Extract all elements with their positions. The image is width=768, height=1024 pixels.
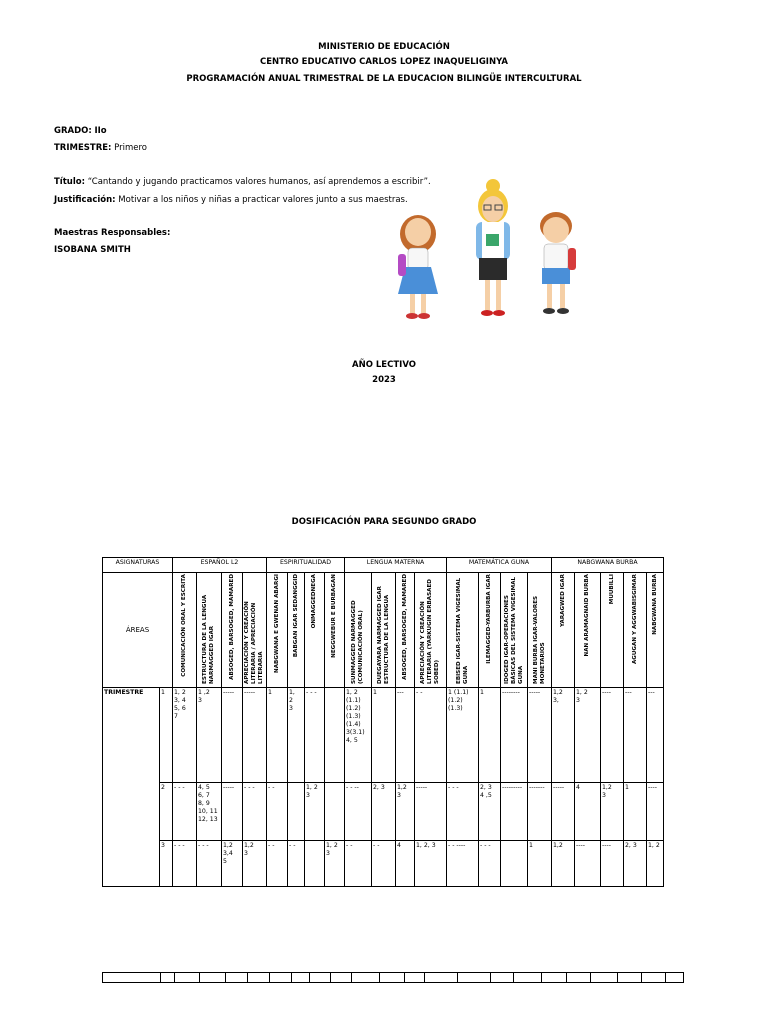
column-header [447,573,479,688]
column-header-label: ONMAGGEDNEGA [311,574,317,629]
table-cell: --- [624,688,647,783]
group-espanol: ESPAÑOL L2 [173,558,267,573]
anio-label: AÑO LECTIVO [352,360,416,370]
table-cell [288,783,305,841]
group-lengua-materna: LENGUA MATERNA [345,558,447,573]
empty-cell [103,973,161,983]
table-cell: 1, 2 (1.1) (1.2) (1.3) (1.4) 3(3.1) 4, 5 [345,688,372,783]
grado-value: IIo [94,126,107,136]
teacher-children-illustration [388,172,598,327]
boy-figure [540,212,576,314]
trimestre-number: 3 [160,841,173,887]
column-header-label: MANI BURBA IGAR-VALORES MONETARIOS [532,595,546,684]
justificacion-value: Motivar a los niños y niñas a practicar valores junto a sus maestras. [118,195,408,205]
column-header [267,573,288,688]
table-title: DOSIFICACIÓN PARA SEGUNDO GRADO [291,517,477,527]
girl-figure [398,215,438,319]
anio-value: 2023 [372,375,396,385]
table-cell: - - [288,841,305,887]
dosificacion-table [102,557,664,887]
titulo-value: “Cantando y jugando practicamos valores humanos, así aprendemos a escribir”. [87,177,431,187]
column-header [372,573,396,688]
table-cell: - - - [197,841,222,887]
header-school: CENTRO EDUCATIVO CARLOS LOPEZ INAQUELIGINYA [259,57,508,67]
table-cell: - - - [447,783,479,841]
column-header-label: ESTRUCTURA DE LA LENGUA NARMAGGED IGAR [202,594,215,684]
trimestre-header: TRIMESTRE [103,688,160,887]
empty-cell [405,973,425,983]
table-cell: 1, 2 3 [325,841,345,887]
column-header-label: APRECIACIÓN Y CREACIÓN LITERARIA / APRECIACIÓN LITERARIA [244,601,264,684]
trimestre-label: TRIMESTRE: [54,143,112,153]
column-header-label: MUUBILLI [608,574,615,605]
justificacion-label: Justificación: [54,195,116,205]
table-cell: --- [396,688,415,783]
table-cell: 1 [267,688,288,783]
maestras-label: Maestras Responsables: [54,228,171,238]
empty-cell [248,973,270,983]
group-nabgwana: NABGWANA BURBA [552,558,664,573]
table-cell: 1 [372,688,396,783]
table-cell: 1, 2 3 [305,783,325,841]
table-cell: 2, 3 [624,841,647,887]
column-header-label: NABGWANA BURBA [651,574,658,635]
table-cell: -------- [501,688,528,783]
table-cell: 2, 3 [372,783,396,841]
table-cell: 1 (1.1) (1.2) (1.3) [447,688,479,783]
empty-cell [458,973,491,983]
column-header-label: NEGGWEBUR E BURBAGAN [331,574,337,658]
empty-cell [292,973,310,983]
table-cell: - - [345,841,372,887]
table-cell: --- [647,688,664,783]
table-cell: --------- [501,783,528,841]
table-cell: 1,2 3 [396,783,415,841]
column-header [624,573,647,688]
maestras-value: ISOBANA SMITH [54,245,131,255]
trimestre-number: 2 [160,783,173,841]
column-header-label: ABSOGED, BARSOGED, MAMARED [228,574,235,680]
column-header-label: SUNMAGGED NARMAGGED (COMUNICACIÓN ORAL) [351,600,364,684]
group-espiritualidad: ESPIRITUALIDAD [267,558,345,573]
table-cell: - - [415,688,447,783]
column-header-label: DUEGAYARA NARMAGGED IGAR ESTRUCTURA DE LA LENGUA [376,586,390,684]
table-cell: 1, 2 [647,841,664,887]
empty-table-row [102,972,684,983]
column-header-label: NAN ARAMAGNAID BURBA [584,574,590,657]
table-cell: - - - [243,783,267,841]
column-header-label: YARAGWED IGAR [559,574,566,627]
grado-label: GRADO: [54,126,92,136]
titulo-label: Título: [54,177,85,187]
empty-cell [331,973,352,983]
trimestre-value: Primero [114,143,148,153]
table-cell: - - [267,841,288,887]
empty-cell [425,973,458,983]
table-cell: 1, 2 3, 4 5, 6 7 [173,688,197,783]
table-cell: - - - [305,688,325,783]
table-cell: 4, 5 6, 7 8, 9 10, 11 12, 13 [197,783,222,841]
empty-cell [226,973,248,983]
column-header [415,573,447,688]
asignaturas-header: ASIGNATURAS [103,558,173,573]
column-header [601,573,624,688]
header-ministry: MINISTERIO DE EDUCACIÓN [318,42,450,52]
table-cell: 1,2 3 [243,841,267,887]
column-header [501,573,528,688]
justificacion-line [54,195,408,205]
column-header [305,573,325,688]
column-header [345,573,372,688]
empty-cell [542,973,567,983]
table-cell: - - - [479,841,501,887]
table-cell: 1 [624,783,647,841]
column-header [575,573,601,688]
titulo-line [54,177,431,187]
table-cell: ---- [601,688,624,783]
empty-cell [591,973,618,983]
header-program: PROGRAMACIÓN ANUAL TRIMESTRAL DE LA EDUCACION BILINGÜE INTERCULTURAL [186,74,582,84]
table-cell: 1 [528,841,552,887]
column-header-label: ILEMAGGED-YARBURBA IGAR [486,574,492,664]
empty-cell [161,973,175,983]
teacher-figure [476,179,510,316]
column-header [528,573,552,688]
empty-cell [618,973,642,983]
table-cell: - - ---- [447,841,479,887]
column-header-label: ABSOGED, BARSOGED, MAMARED [401,574,408,680]
table-cell: ----- [528,688,552,783]
empty-cell [380,973,405,983]
column-header [173,573,197,688]
column-header [552,573,575,688]
empty-cell [642,973,666,983]
table-cell [325,688,345,783]
column-header-label: BABGAN IGAR SEDANGGID [292,574,299,658]
column-header-label: EBISED IGAR-SISTEMA VIGESIMAL GUNA [455,577,469,684]
column-header [479,573,501,688]
group-matematica: MATEMÁTICA GUNA [447,558,552,573]
table-cell: 1 [479,688,501,783]
table-cell: - - -- [345,783,372,841]
table-cell: 1, 2, 3 [415,841,447,887]
trimestre-line [54,143,147,153]
areas-header: ÁREAS [103,573,173,688]
empty-cell [514,973,542,983]
empty-cell [491,973,514,983]
table-cell: ---- [575,841,601,887]
table-cell: ---- [647,783,664,841]
grado-line [54,126,107,136]
table-cell [501,841,528,887]
table-cell: 2, 3 4 ,5 [479,783,501,841]
table-cell: 4 [396,841,415,887]
empty-cell [567,973,591,983]
empty-cell [666,973,684,983]
table-cell: 1,2 3 [601,783,624,841]
table-cell: ---- [601,841,624,887]
empty-cell [175,973,200,983]
table-cell: ----- [243,688,267,783]
table-cell: ----- [222,783,243,841]
table-cell: ----- [415,783,447,841]
column-header [325,573,345,688]
table-cell: ------- [528,783,552,841]
column-header-label: APRECIACIÓN Y CREACIÓN LITERARIA (YARKUGIN ERBASAED SOBED) [420,579,440,684]
table-cell: 1,2 [552,841,575,887]
column-header [288,573,305,688]
table-cell: ----- [222,688,243,783]
table-cell: ----- [552,783,575,841]
column-header [222,573,243,688]
empty-cell [310,973,331,983]
column-header [197,573,222,688]
table-cell: - - - [173,783,197,841]
table-cell: 1, 2 3 [288,688,305,783]
empty-cell [270,973,292,983]
table-cell: 1, 2 3 [575,688,601,783]
column-header-label: NABGWANA E GWENAN ABARGI [273,574,280,673]
table-cell: - - [372,841,396,887]
column-header [396,573,415,688]
column-header [647,573,664,688]
column-header-label: COMUNICACIÓN ORAL Y ESCRITA [181,574,187,677]
table-cell: 1,2 3,4 5 [222,841,243,887]
empty-cell [352,973,380,983]
table-cell: 1 ,2 3 [197,688,222,783]
table-cell: - - - [173,841,197,887]
table-cell [305,841,325,887]
column-header [243,573,267,688]
table-cell: 4 [575,783,601,841]
table-cell: - - [267,783,288,841]
empty-cell [200,973,226,983]
column-header-label: AGUGAN Y AGGWABISGIMAR [631,574,638,665]
table-cell [325,783,345,841]
table-cell: 1,2 3, [552,688,575,783]
column-header-label: IDOGED IGAR-OPERACIONES BÁSICAS DEL SISTEMA VIGESIMAL GUNA [503,576,524,684]
trimestre-number: 1 [160,688,173,783]
